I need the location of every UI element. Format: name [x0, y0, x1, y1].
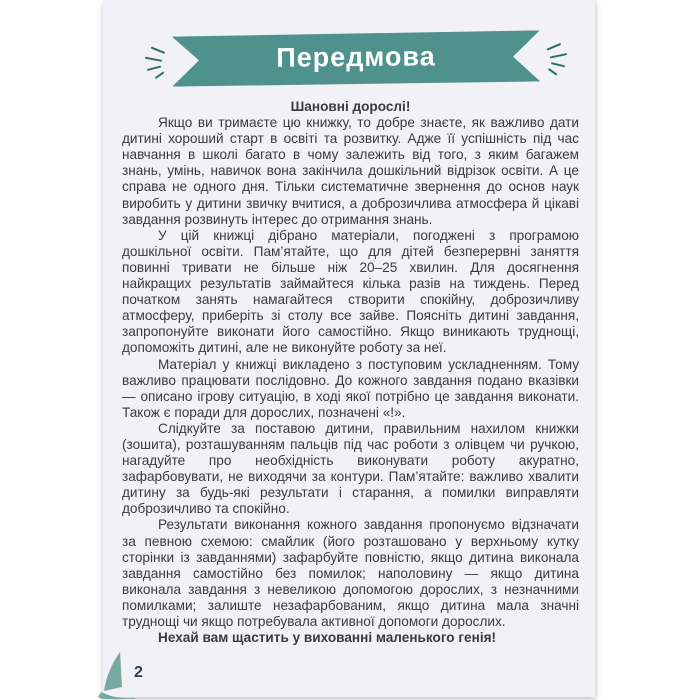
paragraph: Якщо ви тримаєте цю книжку, то добре знаєте, як важливо дати дитині хороший старт в освіті та розвитку. Адже її успішність під час навчання в школі багато в чому залежить від того, з яким багажем знань, умінь, навичок вона закінчила дошкільний відрізок освіти. А це справа не одного дня. Тільки систематичне звернення до основ наук виробить у дитини звичку вчитися, а доброзичлива атмосфера й цікаві завдання розвинуть інтерес до отримання знань.: [122, 115, 579, 227]
salutation-heading: Шановні дорослі!: [290, 99, 411, 114]
sparkle-lines-icon: [142, 40, 172, 84]
paragraph: Слідкуйте за поставою дитини, правильним нахилом книжки (зошита), розташуванням пальців під час роботи з олівцем чи ручкою, нагадуйте про необхідність виконувати роботу акуратно, зафарбовувати, не виходячи за контури. Пам’ятайте: важливо хвалити дитину за будь-які результати і старання, а помилки виправляти доброзичливо та спокійно.: [122, 420, 579, 517]
paragraph: Матеріал у книжці викладено з поступовим ускладненням. Тому важливо працювати послідовно. До кожного завдання подано вказівки — описано ігрову ситуацію, в ході якої потрібно це завдання виконати. Також є поради для дорослих, позначені «!».: [122, 356, 579, 420]
preface-text-block: [122, 99, 579, 646]
page-number: 2: [134, 664, 143, 681]
sparkle-lines-icon: [540, 36, 570, 80]
corner-leaf-icon: [93, 651, 135, 699]
preface-banner: [172, 30, 540, 86]
closing-wish: Нехай вам щастить у вихованні маленького генія!: [158, 630, 497, 646]
book-page: [103, 0, 595, 697]
paragraph: Результати виконання кожного завдання пропонуємо відзначати за певною схемою: смайлик (його розташовано у верхньому кутку сторінки із завданнями) зафарбуйте повністю, якщо дитина виконала завдання самостійно без помилок; наполовину — якщо дитина виконала завдання з невеликою допомогою дорослих, з незначними помилками; залиште незафарбованим, якщо дитина мала значні труднощі чи якщо потребувала активної допомоги дорослих.: [122, 517, 579, 629]
page-title: Передмова: [276, 40, 436, 73]
paragraph: У цій книжці дібрано матеріали, погоджені з програмою дошкільної освіти. Пам’ятайте, що для дітей безперервні заняття повинні тривати не більше ніж 20–25 хвилин. Для досягнення найкращих результатів займайтеся кілька разів на тиждень. Перед початком занять намагайтеся створити спокійну, доброзичливу атмосферу, приберіть зі столу все зайве. Поясніть дитині завдання, запропонуйте виконати його самостійно. Якщо виникають труднощі, допоможіть дитині, але не виконуйте роботу за неї.: [122, 227, 579, 356]
